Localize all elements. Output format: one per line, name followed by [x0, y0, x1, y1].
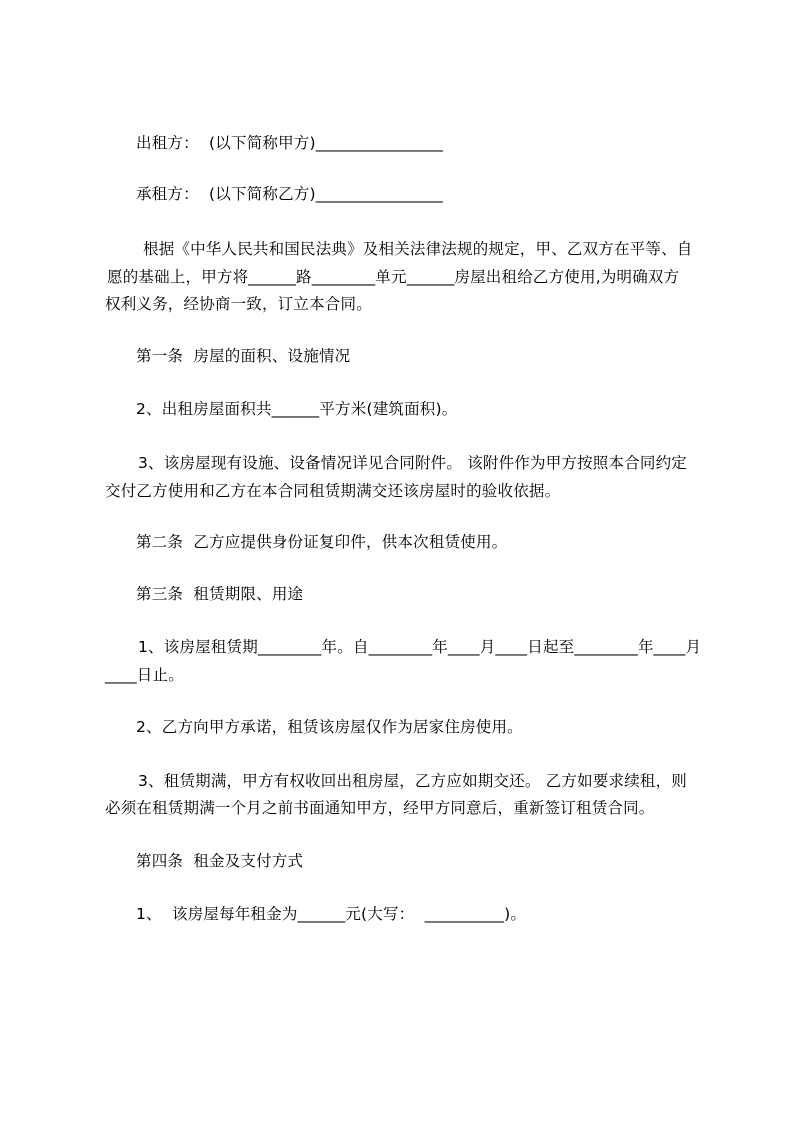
- article-1-item-3-line-2: 交付乙方使用和乙方在本合同租赁期满交还该房屋时的验收依据。: [105, 482, 561, 500]
- preamble-line-3: 权利义务，经协商一致，订立本合同。: [105, 295, 372, 313]
- article-3-item-2: 2、乙方向甲方承诺，租赁该房屋仅作为居家住房使用。: [136, 718, 523, 736]
- article-3-title: 第三条 租赁期限、用途: [136, 585, 304, 603]
- article-3-item-3-line-1: 3、租赁期满，甲方有权收回出租房屋，乙方应如期交还。 乙方如要求续租，则: [138, 772, 687, 790]
- article-3-item-1-line-2: ____日止。: [105, 666, 184, 684]
- article-4-item-1: 1、 该房屋每年租金为______元(大写： __________)。: [136, 905, 527, 923]
- article-1-item-3-line-1: 3、该房屋现有设施、设备情况详见合同附件。 该附件作为甲方按照本合同约定: [138, 454, 687, 472]
- article-3-item-3-line-2: 必须在租赁期满一个月之前书面通知甲方，经甲方同意后，重新签订租赁合同。: [105, 799, 655, 817]
- article-4-title: 第四条 租金及支付方式: [136, 852, 304, 870]
- article-2-title: 第二条 乙方应提供身份证复印件，供本次租赁使用。: [136, 533, 508, 551]
- lessor-line: 出租方： (以下简称甲方)________________: [136, 134, 443, 152]
- article-1-item-2: 2、出租房屋面积共______平方米(建筑面积)。: [136, 400, 458, 418]
- article-1-title: 第一条 房屋的面积、设施情况: [136, 347, 351, 365]
- article-3-item-1-line-1: 1、该房屋租赁期________年。自________年____月____日起至________年____月: [138, 638, 702, 656]
- preamble-line-1: 根据《中华人民共和国民法典》及相关法律法规的规定，甲、乙双方在平等、自: [143, 240, 693, 258]
- lessee-line: 承租方： (以下简称乙方)________________: [136, 185, 443, 203]
- preamble-line-2: 愿的基础上，甲方将______路________单元______房屋出租给乙方使用,为明确双方: [107, 268, 680, 286]
